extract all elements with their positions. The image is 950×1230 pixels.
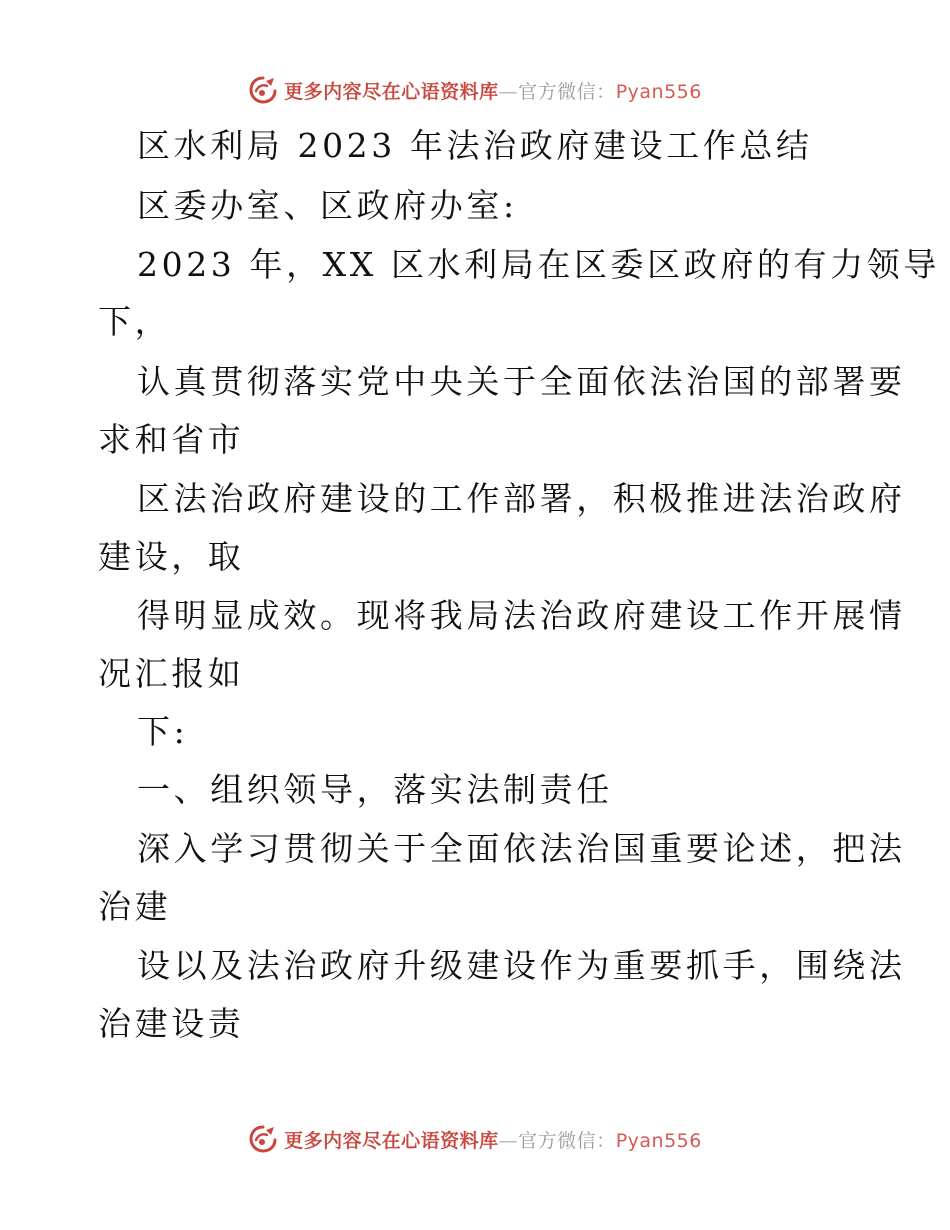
document-recipient: 区委办室、区政府办室: — [137, 186, 518, 225]
paragraph-line: 区法治政府建设的工作部署，积极推进法治政府 — [137, 479, 906, 518]
watermark-wechat-label: 官方微信： — [518, 80, 616, 103]
watermark-dash: — — [498, 1129, 519, 1152]
section-heading: 一、组织领导，落实法制责任 — [137, 770, 613, 809]
watermark-wechat-label: 官方微信： — [518, 1129, 616, 1152]
paragraph-line: 治建设责 — [98, 1004, 245, 1043]
paragraph-line: 设以及法治政府升级建设作为重要抓手，围绕法 — [137, 946, 906, 985]
paragraph-line: 下: — [137, 712, 189, 751]
pen-swirl-icon — [248, 75, 278, 105]
paragraph-line: 下， — [98, 302, 172, 341]
watermark-brand-text: 更多内容尽在心语资料库 — [284, 1129, 499, 1152]
header-watermark — [0, 70, 950, 110]
paragraph-line: 深入学习贯彻关于全面依法治国重要论述，把法 — [137, 829, 906, 868]
document-title: 区水利局 2023 年法治政府建设工作总结 — [137, 126, 813, 165]
paragraph-line: 治建 — [98, 887, 172, 926]
watermark-dash: — — [498, 80, 519, 103]
paragraph-line: 得明显成效。现将我局法治政府建设工作开展情 — [137, 596, 906, 635]
paragraph-line: 建设，取 — [98, 537, 245, 576]
paragraph-line: 2023 年，XX 区水利局在区委区政府的有力领导 — [137, 245, 940, 284]
pen-swirl-icon — [248, 1124, 278, 1154]
watermark-wechat-id: Pyan556 — [615, 80, 702, 103]
paragraph-line: 况汇报如 — [98, 654, 245, 693]
footer-watermark — [0, 1119, 950, 1159]
watermark-brand-text: 更多内容尽在心语资料库 — [284, 80, 499, 103]
watermark-wechat-id: Pyan556 — [615, 1129, 702, 1152]
paragraph-line: 求和省市 — [98, 420, 245, 459]
paragraph-line: 认真贯彻落实党中央关于全面依法治国的部署要 — [137, 362, 906, 401]
